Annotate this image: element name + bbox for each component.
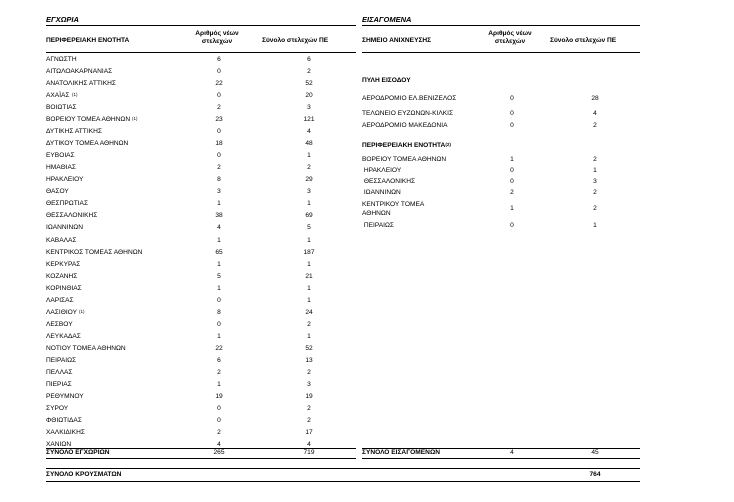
row-unit-name: ΗΡΑΚΛΕΙΟΥ [46,176,84,184]
row-new-staff: 0 [510,95,514,102]
table-row [46,428,356,437]
row-unit-name: ΕΥΒΟΙΑΣ [46,152,75,160]
imported-header-new: Αριθμός νέων στελεχών [488,30,532,45]
row-total-staff: 1 [307,152,311,160]
table-row [46,139,356,148]
row-unit-name: ΔΥΤΙΚΗΣ ΑΤΤΙΚΗΣ [46,128,102,136]
table-row [46,115,356,124]
row-unit-name: ΚΕΝΤΡΙΚΟΣ ΤΟΜΕΑΣ ΑΘΗΝΩΝ [46,248,143,256]
row-new-staff: 1 [217,200,221,208]
table-row [362,188,640,197]
row-unit-name: ΣΥΡΟΥ [46,404,69,412]
row-new-staff: 2 [217,104,221,112]
row-total-staff: 28 [591,95,599,102]
table-row [46,284,356,293]
row-unit-name: ΠΕΙΡΑΙΩΣ [46,356,77,364]
row-new-staff: 4 [217,441,221,448]
table-row [362,155,640,164]
row-new-staff: 8 [217,176,221,184]
domestic-total-label: ΣΥΝΟΛΟ ΕΓΧΩΡΙΩΝ [46,449,110,456]
grand-total-top-rule [46,468,640,469]
row-total-staff: 4 [307,441,311,448]
row-total-staff: 1 [307,260,311,268]
row-total-staff: 52 [305,344,313,352]
table-row [362,166,640,175]
row-new-staff: 5 [217,272,221,280]
table-row [362,221,640,230]
row-new-staff: 0 [217,152,221,160]
table-row [46,248,356,257]
imported-total-total: 45 [591,449,599,456]
table-row [46,320,356,329]
row-unit-name: ΗΡΑΚΛΕΙΟΥ [362,167,402,174]
row-unit-name: ΒΟΡΕΙΟΥ ΤΟΜΕΑ ΑΘΗΝΩΝ [46,116,131,124]
row-unit-name: ΔΥΤΙΚΟΥ ΤΟΜΕΑ ΑΘΗΝΩΝ [46,140,129,148]
table-row [46,368,356,377]
table-row [46,175,356,184]
row-total-staff: 121 [303,116,315,124]
table-row [362,94,640,103]
row-unit-name: ΛΕΣΒΟΥ [46,320,73,328]
row-unit-name: ΝΟΤΙΟΥ ΤΟΜΕΑ ΑΘΗΝΩΝ [46,344,126,352]
imported-total-new: 4 [510,449,514,456]
row-unit-name: ΚΕΡΚΥΡΑΣ [46,260,81,268]
row-unit-name: ΑΙΤΩΛΟΑΚΑΡΝΑΝΙΑΣ [46,68,113,75]
table-row [46,67,356,76]
row-unit-name: ΚΟΖΑΝΗΣ [46,272,78,280]
row-new-staff: 22 [215,80,223,88]
row-new-staff: 1 [510,205,514,212]
row-new-staff: 0 [510,167,514,174]
table-row [46,416,356,425]
row-unit-name: ΒΟΙΩΤΙΑΣ [46,104,77,112]
domestic-header-unit: ΠΕΡΙΦΕΡΕΙΑΚΗ ΕΝΟΤΗΤΑ [46,37,130,44]
imported-top-rule [362,25,640,26]
row-total-staff: 2 [593,189,597,196]
row-new-staff: 2 [217,429,221,436]
row-unit-name: ΛΕΥΚΑΔΑΣ [46,332,81,340]
row-new-staff: 0 [217,68,221,75]
row-total-staff: 2 [307,164,311,172]
regional-title: ΠΕΡΙΦΕΡΕΙΑΚΗ ΕΝΟΤΗΤΑ$^{(2)}$ [362,142,451,149]
row-point-name: ΤΕΛΩΝΕΙΟ ΕΥΖΩΝΩΝ-ΚΙΛΚΙΣ [362,110,454,117]
row-new-staff: 0 [217,128,221,136]
row-total-staff: 52 [305,80,313,88]
table-row [46,380,356,389]
table-row [46,236,356,245]
row-total-staff: 1 [307,332,311,340]
row-total-staff: 187 [303,248,315,256]
table-row [46,55,356,64]
table-row [46,79,356,88]
table-row [362,200,640,217]
row-point-name: ΑΕΡΟΔΡΟΜΙΟ ΕΛ.ΒΕΝΙΖΕΛΟΣ [362,95,457,102]
row-total-staff: 24 [305,308,313,316]
row-new-staff: 1 [217,284,221,292]
row-total-staff: 1 [593,222,597,229]
row-total-staff: 4 [307,128,311,136]
row-new-staff: 3 [217,188,221,196]
row-new-staff: 2 [217,164,221,172]
table-row [46,211,356,220]
row-new-staff: 18 [215,140,223,148]
row-new-staff: 6 [217,356,221,364]
row-unit-name: ΙΩΑΝΝΙΝΩΝ [46,224,83,232]
row-unit-name: ΗΜΑΘΙΑΣ [46,164,76,172]
gate-title: ΠΥΛΗ ΕΙΣΟΔΟΥ [362,77,411,84]
grand-total-value: 764 [589,471,601,478]
row-unit-name: ΡΕΘΥΜΝΟΥ [46,392,84,400]
row-unit-name: ΦΘΙΩΤΙΔΑΣ [46,416,82,424]
row-new-staff: 65 [215,248,223,256]
row-new-staff: 23 [215,116,223,124]
row-total-staff: 4 [593,110,597,117]
domestic-header-rule [46,52,356,53]
row-unit-name: ΘΕΣΣΑΛΟΝΙΚΗΣ [46,212,98,220]
row-unit-name: ΛΑΡΙΣΑΣ [46,296,74,304]
row-total-staff: 1 [307,200,311,208]
row-total-staff: 1 [307,236,311,244]
row-unit-name: ΧΑΛΚΙΔΙΚΗΣ [46,429,85,436]
row-new-staff: 6 [217,56,221,63]
row-total-staff: 2 [593,122,597,129]
imported-total-label: ΣΥΝΟΛΟ ΕΙΣΑΓΟΜΕΝΩΝ [362,449,440,456]
row-total-staff: 1 [307,296,311,304]
grand-total-label: ΣΥΝΟΛΟ ΚΡΟΥΣΜΑΤΩΝ [46,471,122,478]
row-new-staff: 0 [217,416,221,424]
row-unit-name: ΚΟΡΙΝΘΙΑΣ [46,284,82,292]
row-total-staff: 2 [593,156,597,163]
table-row [46,296,356,305]
row-unit-name: ΒΟΡΕΙΟΥ ΤΟΜΕΑ ΑΘΗΝΩΝ [362,156,447,163]
table-row [46,344,356,353]
table-row [46,260,356,269]
table-row [46,151,356,160]
table-row [362,109,640,118]
domestic-total-new: 265 [213,449,225,456]
footnote-marker: (1) [72,92,78,98]
footnote-marker: (1) [132,116,138,122]
grand-total-bottom-rule [46,481,640,482]
row-total-staff: 19 [305,392,313,400]
row-total-staff: 2 [307,416,311,424]
row-new-staff: 1 [217,332,221,340]
row-unit-name: ΧΑΝΙΩΝ [46,441,72,448]
row-new-staff: 4 [217,224,221,232]
row-new-staff: 2 [510,189,514,196]
row-new-staff: 0 [217,404,221,412]
row-total-staff: 3 [307,380,311,388]
table-row [46,223,356,232]
table-row [362,121,640,130]
row-unit-name: ΘΕΣΣΑΛΟΝΙΚΗΣ [362,178,416,185]
imported-header-rule [362,52,640,53]
row-total-staff: 29 [305,176,313,184]
row-total-staff: 17 [305,429,313,436]
table-row [46,392,356,401]
row-total-staff: 3 [307,188,311,196]
table-row [46,404,356,413]
row-total-staff: 5 [307,224,311,232]
table-row [46,187,356,196]
row-new-staff: 1 [217,260,221,268]
row-unit-name: ΛΑΣΙΘΙΟΥ [46,308,77,316]
imported-header-total: Σύνολο στελεχών ΠΕ [550,37,617,44]
row-unit-name: ΑΝΑΤΟΛΙΚΗΣ ΑΤΤΙΚΗΣ [46,80,116,88]
row-unit-name-cont: ΑΘΗΝΩΝ [362,210,391,217]
row-total-staff: 69 [305,212,313,220]
row-unit-name: ΙΩΑΝΝΙΝΩΝ [362,189,401,196]
row-total-staff: 48 [305,140,313,148]
row-total-staff: 6 [307,56,311,63]
domestic-header-total: Σύνολο στελεχών ΠΕ [262,37,329,44]
table-row [362,177,640,186]
row-new-staff: 0 [510,222,514,229]
table-row [46,199,356,208]
row-total-staff: 2 [307,404,311,412]
table-row [46,91,356,100]
row-total-staff: 2 [593,205,597,212]
domestic-section-title: ΕΓΧΩΡΙΑ [46,15,79,24]
domestic-top-rule [46,25,356,26]
row-total-staff: 2 [307,320,311,328]
row-new-staff: 1 [217,236,221,244]
table-row [46,308,356,317]
row-new-staff: 0 [510,122,514,129]
row-new-staff: 0 [217,320,221,328]
row-total-staff: 20 [305,92,313,100]
table-row [46,272,356,281]
imported-bottom-rule [362,458,640,459]
domestic-total-total: 719 [303,449,315,456]
row-unit-name: ΚΕΝΤΡΙΚΟΥ ΤΟΜΕΑ [362,201,425,208]
row-total-staff: 3 [307,104,311,112]
table-row [46,127,356,136]
row-new-staff: 1 [217,380,221,388]
imported-section-title: ΕΙΣΑΓΟΜΕΝΑ [362,15,412,24]
row-unit-name: ΠΕΛΛΑΣ [46,368,73,376]
row-new-staff: 2 [217,368,221,376]
table-row [46,356,356,365]
domestic-bottom-rule [46,458,356,459]
row-unit-name: ΠΙΕΡΙΑΣ [46,380,72,388]
row-new-staff: 0 [217,92,221,100]
table-row [46,332,356,341]
row-new-staff: 38 [215,212,223,220]
row-new-staff: 19 [215,392,223,400]
row-unit-name: ΘΕΣΠΡΩΤΙΑΣ [46,200,89,208]
row-total-staff: 21 [305,272,313,280]
row-unit-name: ΠΕΙΡΑΙΩΣ [362,222,394,229]
row-total-staff: 1 [307,284,311,292]
row-total-staff: 1 [593,167,597,174]
row-total-staff: 2 [307,68,311,75]
row-unit-name: ΚΑΒΑΛΑΣ [46,236,77,244]
row-new-staff: 0 [510,178,514,185]
footnote-marker: (1) [79,308,85,314]
row-new-staff: 0 [510,110,514,117]
row-unit-name: ΑΧΑΪΑΣ [46,92,70,100]
row-new-staff: 22 [215,344,223,352]
row-total-staff: 3 [593,178,597,185]
row-new-staff: 1 [510,156,514,163]
row-unit-name: ΑΓΝΩΣΤΗ [46,56,77,63]
domestic-header-new: Αριθμός νέων στελεχών [195,30,239,45]
table-row [46,163,356,172]
row-total-staff: 2 [307,368,311,376]
row-unit-name: ΘΑΣΟΥ [46,188,69,196]
table-row [46,103,356,112]
row-new-staff: 0 [217,296,221,304]
row-total-staff: 13 [305,356,313,364]
imported-header-point: ΣΗΜΕΙΟ ΑΝΙΧΝΕΥΣΗΣ [362,37,432,44]
row-point-name: ΑΕΡΟΔΡΟΜΙΟ ΜΑΚΕΔΟΝΙΑ [362,122,448,129]
row-new-staff: 8 [217,308,221,316]
